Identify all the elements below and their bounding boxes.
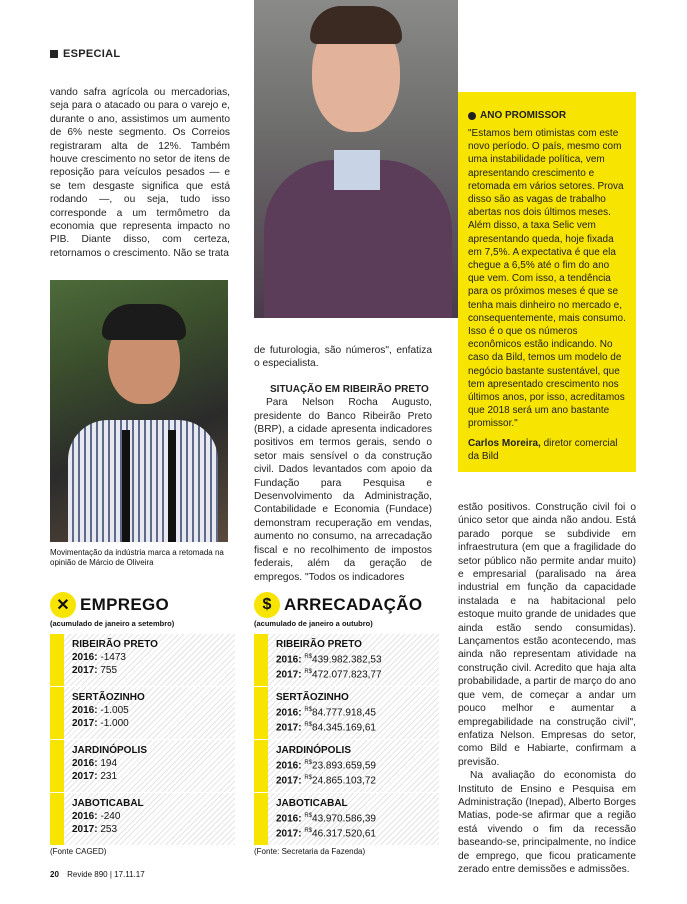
arrecadacao-subtitle: (acumulado de janeiro a outubro) — [254, 619, 373, 628]
bullet-icon — [468, 112, 476, 120]
value-2016: -1.005 — [100, 705, 129, 716]
dollar-icon: $ — [254, 592, 280, 618]
column-3-paragraph-2: Na avaliação do economista do Instituto de Ensino e Pesquisa em Administração (Inepad), Alberto Borges Matias, pode-se afirmar que a região está vivendo o fim da recessão baseando-se, principalmente, no índice de emprego, que ficou praticamente zerado entre demissões e admissões. — [458, 770, 636, 875]
quote-box — [458, 92, 636, 472]
arrecadacao-header — [254, 592, 454, 628]
city-name: SERTÃOZINHO — [276, 692, 349, 703]
suspender-left — [122, 430, 130, 542]
page-number: 20 — [50, 870, 59, 879]
arrecadacao-table — [254, 633, 439, 845]
emprego-source: (Fonte CAGED) — [50, 847, 107, 856]
subheading-ribeirao: SITUAÇÃO EM RIBEIRÃO PRETO — [270, 383, 429, 395]
column-3-text — [458, 501, 636, 876]
quote-title-text: ANO PROMISSOR — [480, 110, 567, 121]
column-1-text — [50, 86, 230, 260]
value-2016: -240 — [100, 811, 121, 822]
value-2016: 439.982.382,53 — [312, 654, 382, 666]
page-footer — [50, 870, 145, 879]
author-role: diretor comercial da Bild — [468, 437, 618, 462]
city-name: JARDINÓPOLIS — [72, 745, 148, 756]
value-2016: 84.777.918,45 — [312, 707, 376, 719]
value-2017: 84.345.169,61 — [312, 722, 376, 734]
person-hair — [102, 304, 186, 340]
value-2017: 24.865.103,72 — [312, 775, 376, 787]
table-row: JABOTICABAL 2016: $^{R\$}$43.970.586,39 2017: $^{R\$}$46.317.520,61 — [254, 792, 439, 845]
column-2-text — [254, 344, 432, 584]
table-row: JABOTICABAL 2016: -240 2017: 253 — [50, 792, 235, 845]
value-2017: 231 — [100, 771, 118, 782]
person-hair — [310, 6, 402, 44]
column-2-paragraph: Para Nelson Rocha Augusto, presidente do Banco Ribeirão Preto (BRP), a cidade apresenta indicadores positivos em termos gerais, sendo o setor mais sensível o da construção civil. Dados levantados com apoio da Fundação para Pesquisa e Desenvolvimento da Administração, Contabilidade e Economia (Fundace) demonstram recuperação em vendas, aumento no consumo, na arrecadação fiscal e no recolhimento de impostos federais, além da geração de empregos. "Todos os indicadores — [254, 397, 432, 583]
value-2017: 46.317.520,61 — [312, 828, 376, 840]
arrecadacao-source: (Fonte: Secretaria da Fazenda) — [254, 847, 366, 856]
photo-carlos-moreira — [254, 0, 458, 318]
person-shirt — [68, 420, 218, 542]
value-2017: -1.000 — [100, 718, 129, 729]
column-2-intro: de futurologia, são números", enfatiza o especialista. — [254, 345, 432, 370]
section-square-icon — [50, 50, 58, 58]
value-2017: 472.077.823,77 — [312, 669, 382, 681]
emprego-header — [50, 592, 240, 628]
section-tag — [50, 48, 120, 60]
city-name: JARDINÓPOLIS — [276, 745, 352, 756]
person-collar — [334, 150, 380, 190]
table-row: RIBEIRÃO PRETO 2016: -1473 2017: 755 — [50, 633, 235, 686]
value-2016: 194 — [100, 758, 118, 769]
value-2016: 23.893.659,59 — [312, 760, 376, 772]
value-2017: 755 — [100, 665, 118, 676]
emprego-subtitle: (acumulado de janeiro a setembro) — [50, 619, 175, 628]
section-label: ESPECIAL — [63, 48, 121, 60]
emprego-title: EMPREGO — [80, 595, 170, 614]
value-2017: 253 — [100, 824, 118, 835]
table-row: SERTÃOZINHO 2016: -1.005 2017: -1.000 — [50, 686, 235, 739]
emprego-table — [50, 633, 235, 845]
photo-caption: Movimentação da indústria marca a retomada na opinião de Márcio de Oliveira — [50, 548, 224, 567]
author-name: Carlos Moreira, — [468, 437, 541, 449]
quote-author — [468, 437, 626, 463]
city-name: JABOTICABAL — [276, 798, 348, 809]
column-1-paragraph: vando safra agrícola ou mercadorias, seja para o atacado ou para o varejo e, durante o ano, assistimos um aumento de 6% neste segmento. Os Correios registraram alta de 12%. Também houve crescimento no setor de itens de reposição para veículos pesados — e se tem desgaste significa que está rodando —, ou seja, tudo isso corresponde a um termômetro da economia que representa impacto no PIB. Diante disso, com certeza, retornamos o crescimento. Não se trata — [50, 87, 230, 259]
column-3-paragraph-1: estão positivos. Construção civil foi o único setor que ainda não andou. Está parado porque se subdivide em infraestrutura (em que a fragilidade do setor público não permite andar muito) e empresarial (paralisado na área industrial em função da capacidade instalada e na habitacional pelo estoque muito grande de unidades que ainda estão sendo consumidas). Lançamentos estão acontecendo, mas ainda não representam atividade na construção civil. Acredito que haja alta probabilidade, a partir de março do ano que vem, de começar a andar um pouco melhor e aumentar a empregabilidade na construção civil", enfatiza Nelson. Empresas do setor, como Bild e Habiarte, confirmam a previsão. — [458, 502, 636, 768]
photo-marcio-de-oliveira — [50, 280, 228, 542]
table-row: SERTÃOZINHO 2016: $^{R\$}$84.777.918,45 2017: $^{R\$}$84.345.169,61 — [254, 686, 439, 739]
table-row: JARDINÓPOLIS 2016: 194 2017: 231 — [50, 739, 235, 792]
city-name: JABOTICABAL — [72, 798, 144, 809]
suspender-right — [168, 430, 176, 542]
value-2016: 43.970.586,39 — [312, 813, 376, 825]
table-row: RIBEIRÃO PRETO 2016: $^{R\$}$439.982.382,53 2017: $^{R\$}$472.077.823,77 — [254, 633, 439, 686]
city-name: RIBEIRÃO PRETO — [72, 639, 158, 650]
value-2016: -1473 — [100, 652, 126, 663]
publication-info: Revide 890 | 17.11.17 — [67, 870, 145, 879]
arrecadacao-title: ARRECADAÇÃO — [284, 595, 423, 614]
quote-box-title — [468, 110, 626, 121]
table-row: JARDINÓPOLIS 2016: $^{R\$}$23.893.659,59 2017: $^{R\$}$24.865.103,72 — [254, 739, 439, 792]
tools-icon: ✕ — [50, 592, 76, 618]
quote-text: "Estamos bem otimistas com este novo período. O país, mesmo com uma instabilidade política, vem apresentando crescimento e retomada em vários setores. Prova disso são as vagas de trabalho abertas nos dois últimos meses. Além disso, a taxa Selic vem apresentando queda, hoje fixada em 7,5%. A expectativa é que ela chegue a 6,5% até o fim do ano que vem. Com isso, a tendência para os próximos meses é que se tenha mais dinheiro no mercado e, consequentemente, mais consumo. Isso é o que os números econômicos estão indicando. No caso da Bild, temos um modelo de negócio bastante sustentável, que tem apresentado crescimento nos últimos anos, por isso, acreditamos que 2018 será um ano bastante promissor." — [468, 128, 626, 430]
city-name: SERTÃOZINHO — [72, 692, 145, 703]
city-name: RIBEIRÃO PRETO — [276, 639, 362, 650]
